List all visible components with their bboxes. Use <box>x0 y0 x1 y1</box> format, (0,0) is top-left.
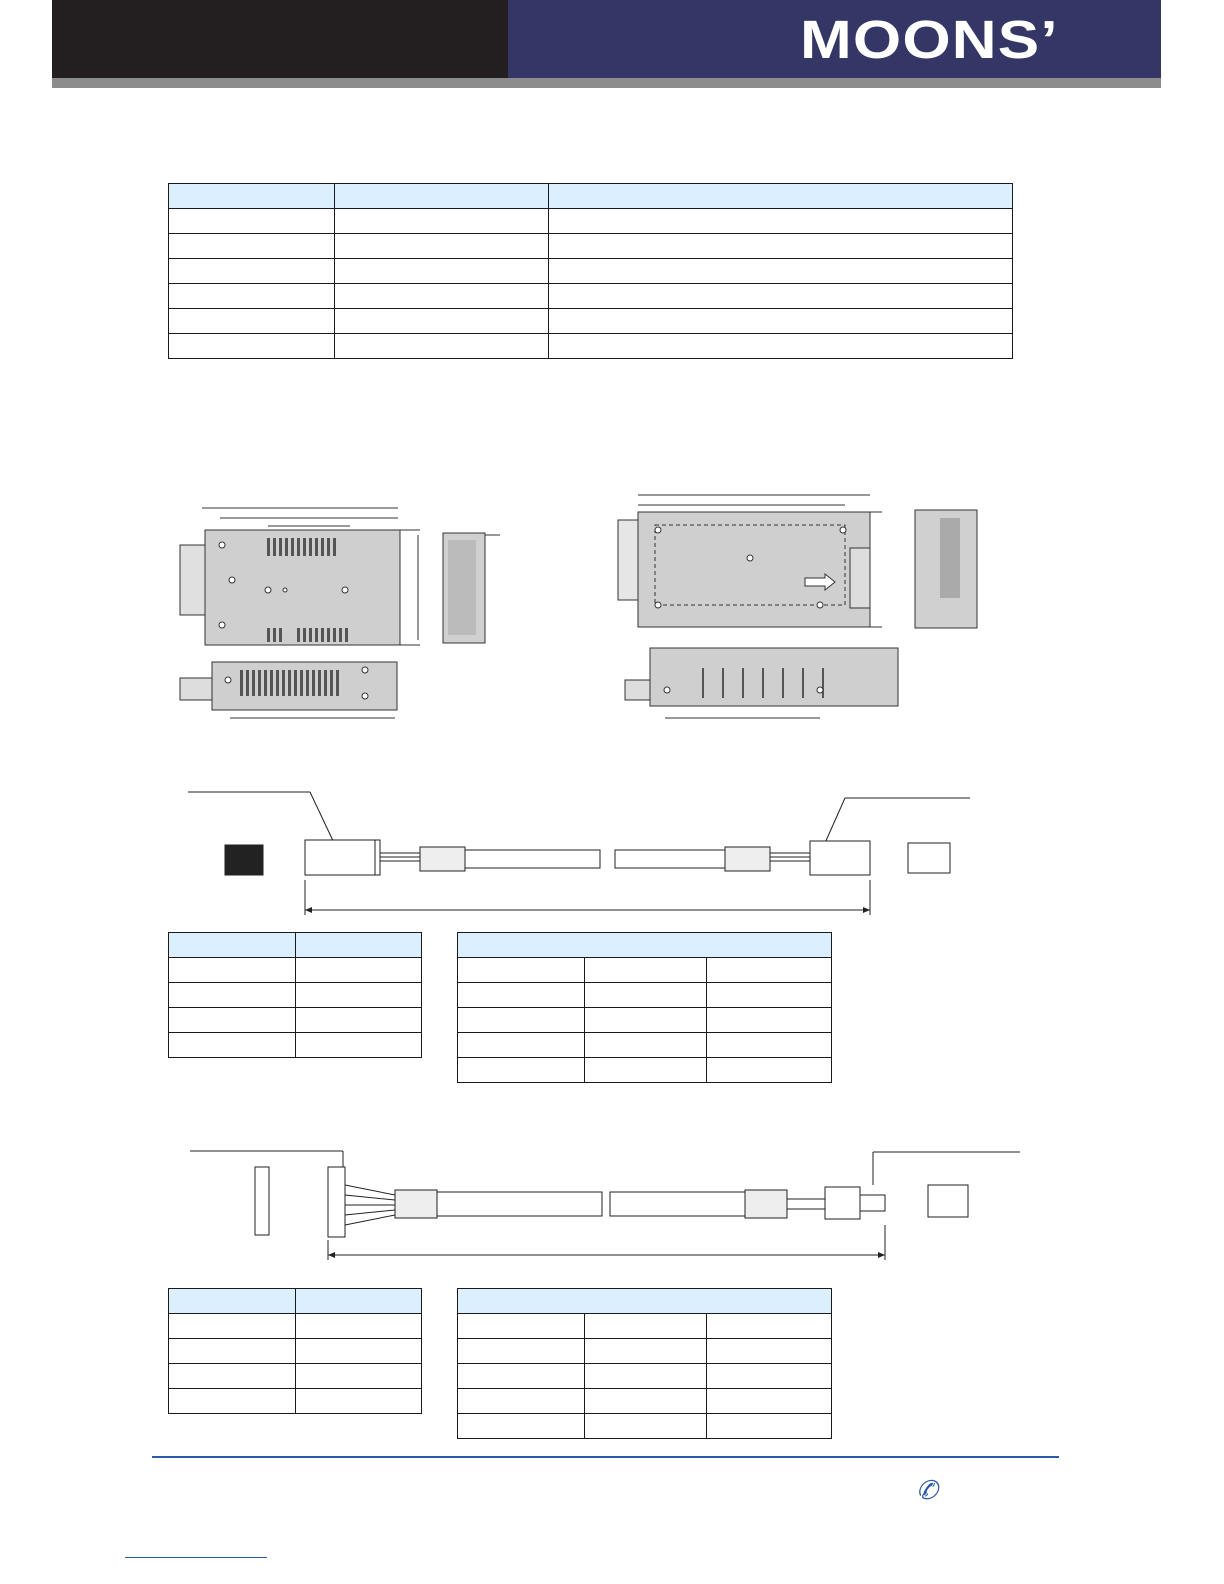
moons-logo: MOONS’ <box>800 10 1059 70</box>
table-row <box>169 209 1013 234</box>
table-header-row <box>169 184 1013 209</box>
cable-1-table-right <box>457 932 832 1083</box>
power-supply-drawing-left <box>170 500 520 730</box>
table-header-row <box>169 933 422 958</box>
footer-link-underline <box>125 1557 267 1558</box>
table-row <box>458 983 832 1008</box>
footer-rule <box>152 1456 1059 1458</box>
cable-1-table-left <box>168 932 422 1058</box>
table-row <box>169 259 1013 284</box>
table-row <box>169 309 1013 334</box>
table-row <box>458 1339 832 1364</box>
cable-2-table-right <box>457 1288 832 1439</box>
table-row <box>458 1008 832 1033</box>
table-row <box>169 958 422 983</box>
table-row <box>458 1364 832 1389</box>
cable-drawing-2 <box>185 1145 1025 1265</box>
table-row <box>169 234 1013 259</box>
table-row <box>169 1314 422 1339</box>
cable-drawing-1 <box>180 785 980 920</box>
table-header-row <box>458 1289 832 1314</box>
table-row <box>458 1414 832 1439</box>
table-row <box>169 284 1013 309</box>
table-row <box>169 334 1013 359</box>
table-row <box>458 1058 832 1083</box>
table-row <box>169 983 422 1008</box>
table-header-row <box>458 933 832 958</box>
table-row <box>458 1033 832 1058</box>
cable-2-table-left <box>168 1288 422 1414</box>
table-row <box>458 1314 832 1339</box>
table-row <box>458 958 832 983</box>
table-row <box>169 1364 422 1389</box>
table-row <box>169 1389 422 1414</box>
power-supply-drawing-right <box>610 490 1000 725</box>
header-dark-block <box>52 0 508 78</box>
table-row <box>458 1389 832 1414</box>
phone-icon: ✆ <box>916 1476 938 1506</box>
table-header-row <box>169 1289 422 1314</box>
spec-table <box>168 183 1013 359</box>
header-grey-strip <box>52 78 1161 88</box>
table-row <box>169 1339 422 1364</box>
table-row <box>169 1033 422 1058</box>
table-row <box>169 1008 422 1033</box>
